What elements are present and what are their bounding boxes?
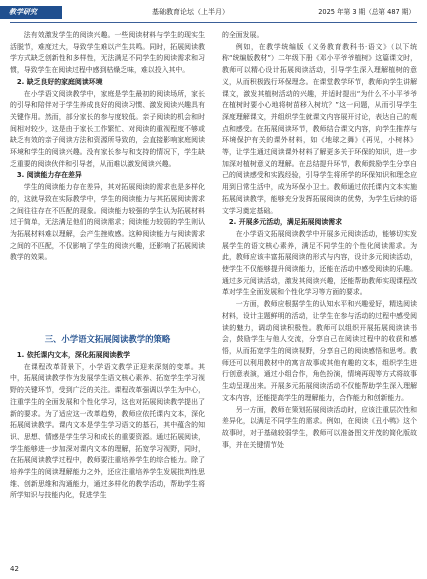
column-tag: 教学研究 — [0, 6, 62, 19]
right-column — [222, 30, 417, 451]
paragraph: 在小学语文阅读教学中，家庭是学生最初的阅读场所，家长的引导和陪伴对于学生养成良好的阅读习惯、激发阅读兴趣具有关键作用。然而，部分家长的参与度较低。亲子阅读的机会和时间相对较少，这是由于家长工作繁忙、对阅读的重视程度不够或缺乏有效的亲子阅读方法和资源所导致的，会直接影响家庭阅读环境和学生的阅读兴趣。没有家长参与和支持的情况下，学生缺乏重要的阅读伙伴和引导者，从而难以激发阅读兴趣。 — [10, 89, 205, 168]
paragraph: 法有效激发学生的阅读兴趣。一些阅读材料与学生的现实生活脱节，难度过大，导致学生难以产生共鸣。同时，拓展阅读教学方式缺乏创新性和多样性，无法满足不同学生的阅读需求和习惯，导致学生在阅读过程中感到枯燥乏味，难以投入其中。 — [10, 31, 205, 75]
paragraph: 在课程改革背景下，小学语文教学正迎来深刻的变革。其中，拓展阅读教学作为发展学生语文核心素养、拓宽学生学习视野的关键环节，受到广泛的关注。课程改革强调以学生为中心，注重学生的全面发展和个性化学习，这也对拓展阅读教学提出了新的要求。为了适应这一改革趋势，教师应依托课内文本，深化拓展阅读教学。课内文本是学生学习语文的基石，其中蕴含的知识、思想、情感是学生学习和成长的重要资源。通过拓展阅读，学生能够进一步加深对课内文本的理解，拓宽学习视野，同时，在拓展阅读教学过程中，教师要注重培养学生的综合能力。除了培养学生的阅读理解能力之外，还应注重培养学生发展批判性思维、创新思维和沟通能力，通过多样化的教学活动，帮助学生将所学知识与技能内化，促进学生 — [10, 362, 205, 500]
paragraph: 一方面，教师应根据学生的认知水平和兴趣爱好，精选阅读材料，设计主题鲜明的活动，让学生在参与活动的过程中感受阅读的魅力，调动阅读积极性。教师可以组织开展拓展阅读读书会，鼓励学生与他人交流，分享自己在阅读过程中的收获和感悟，从而拓宽学生的阅读视野，分享自己的阅读感悟和思考。教师还可以利用教材中的寓言故事或其他有趣的文本，组织学生进行创意表演，通过小组合作，角色扮演，情境再现等方式将故事生动呈现出来。开展多元拓展阅读活动不仅能帮助学生深入理解文本内容，还能提高学生的理解能力，合作能力和创新能力。 — [222, 300, 417, 402]
subheading: 1. 依托课内文本，深化拓展阅读教学 — [16, 351, 131, 359]
paragraph: 学生的阅读能力存在差异，其对拓展阅读的需求也是多样化的，这就导致在实际教学中，学生的阅读能力与其拓展阅读需求之间往往存在不匹配的现象。阅读能力较强的学生认为拓展材料过于简单，无法满足他们的阅读需求；阅读能力较弱的学生则认为拓展材料难以理解，会产生挫败感。这种阅读能力与阅读需求之间的不匹配，不仅影响了学生的阅读兴趣，还影响了拓展阅读教学的效果。 — [10, 183, 205, 262]
page-number: 42 — [10, 565, 19, 573]
paragraph: 例如，在教学统编版《义务教育教科书·语文》（以下统称“统编版教材”）二年级下册《邓小平爷爷植树》这篇课文时，教师可以精心设计拓展阅读活动，引导学生深入理解植树的意义，从而积极践行环保理念。在课堂教学环节，教师向学生讲解课文，激发其植树活动的兴趣，并适时提出“为什么不小平爷爷在植树时要小心地将树苗移入树坑？”这一问题，从而引导学生深度理解课文，并组织学生就课文内容展开讨论，表达自己的观点和感受。在拓展阅读环节，教师结合课文内容，向学生推荐与环境保护有关的课外材料，如《地球之舞》《再见，小树林》等，让学生通过阅读课外材料了解更多关于环保的知识，进一步加深对植树意义的理解。在总结提升环节，教师鼓励学生分享自己的阅读感受和实践经验，引导学生将所学的环保知识和理念应用到日常生活中，成为环保小卫士。教师通过依托课内文本实施拓展阅读教学，能够充分发挥拓展阅读的优势，为学生后续的语文学习奠定基础。 — [222, 42, 417, 215]
page-header — [0, 6, 427, 19]
header-divider — [10, 22, 417, 23]
paragraph-continuation: 的全面发展。 — [222, 31, 264, 39]
section-title: 三、小学语文拓展阅读教学的策略 — [44, 334, 171, 344]
issue-info: 2025 年第 3 期（总第 487 期） — [318, 8, 415, 16]
left-column-bottom — [10, 350, 205, 502]
subheading: 2. 开展多元活动，满足拓展阅读需求 — [228, 218, 343, 227]
paragraph: 另一方面，教师在策划拓展阅读活动时，应该注重层次性和差异化，以满足不同学生的需求。例如，在阅读《丑小鸭》这个故事时，对于基础较弱学生，教师可以准备图文并茂的简化版故事，并在关键情节处 — [222, 405, 417, 449]
left-column-top — [10, 30, 205, 264]
journal-title: 基础教育论坛（上半月） — [152, 8, 229, 16]
subheading: 2. 缺乏良好的家庭阅读环境 — [16, 77, 103, 86]
paragraph: 在小学语文拓展阅读教学中开展多元阅读活动，能够切实发展学生的语文核心素养，满足不同学生的个性化阅读需求。为此，教师应该丰富拓展阅读的形式与内容，设计多元阅读活动，使学生不仅能够提升阅读能力，还能在活动中感受阅读的乐趣。通过多元阅读活动，激发其阅读兴趣，还能帮助教师实现课程改革对学生全面发展和个性化学习等方面的要求。 — [222, 229, 417, 297]
subheading: 3. 阅读能力存在差异 — [16, 171, 82, 180]
